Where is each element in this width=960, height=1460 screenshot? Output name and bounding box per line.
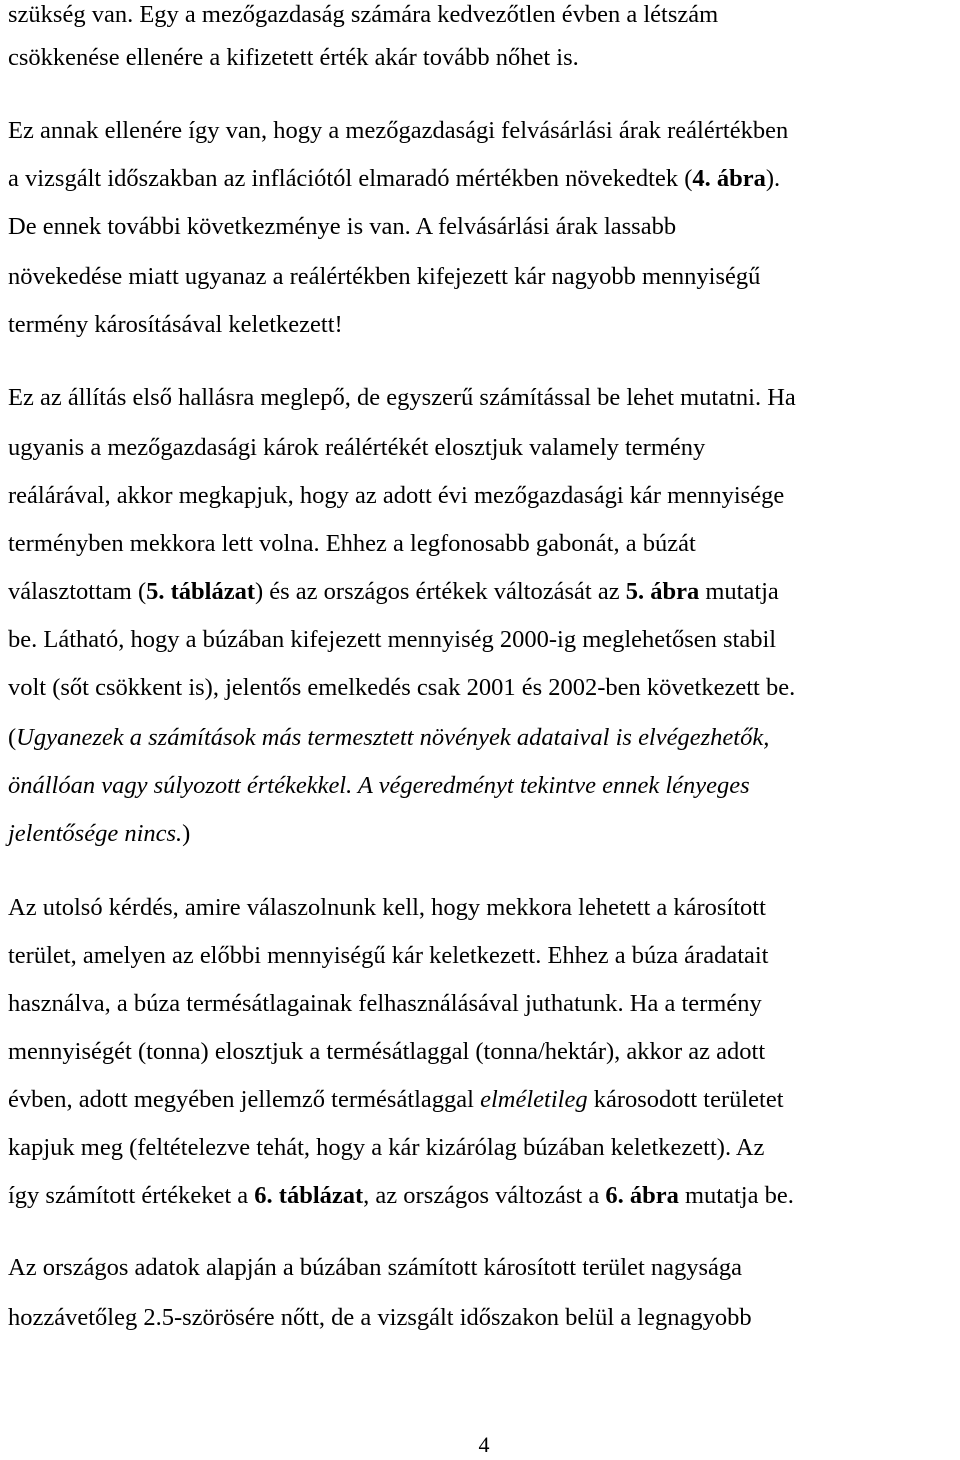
text-segment: ugyanis a mezőgazdasági károk reálértékét elosztjuk valamely termény — [8, 434, 706, 461]
text-line — [8, 433, 705, 463]
text-segment: szükség van. Egy a mezőgazdaság számára kedvezőtlen évben a létszám — [8, 1, 719, 28]
bold-reference: 6. ábra — [605, 1182, 679, 1209]
text-segment: ) és az országos értékek változását az — [254, 578, 626, 605]
text-segment: kapjuk meg (feltételezve tehát, hogy a kár kizárólag búzában keletkezett). Az — [8, 1134, 765, 1161]
italic-text: jelentősége nincs. — [8, 820, 183, 847]
text-segment: növekedése miatt ugyanaz a reálértékben kifejezett kár nagyobb mennyiségű — [8, 263, 761, 290]
text-line — [8, 893, 766, 923]
text-segment: reálárával, akkor megkapjuk, hogy az adott évi mezőgazdasági kár mennyisége — [8, 482, 785, 509]
bold-reference: 5. ábra — [625, 578, 700, 605]
text-segment: mutatja — [699, 578, 779, 605]
text-line — [8, 43, 579, 73]
text-segment: terményben mekkora lett volna. Ehhez a legfonosabb gabonát, a búzát — [8, 530, 696, 557]
text-segment: Ez az állítás első hallásra meglepő, de egyszerű számítással be lehet mutatni. Ha — [8, 384, 796, 411]
text-line — [8, 262, 760, 292]
bold-reference: 4. ábra — [692, 165, 766, 192]
text-segment: évben, adott megyében jellemző termésátlaggal — [8, 1086, 481, 1113]
text-segment: Az országos adatok alapján a búzában számított károsított terület nagysága — [8, 1254, 743, 1281]
text-segment: hozzávetőleg 2.5-szörösére nőtt, de a vizsgált időszakon belül a legnagyobb — [8, 1304, 752, 1331]
text-segment: Az utolsó kérdés, amire válaszolnunk kell, hogy mekkora lehetett a károsított — [8, 894, 766, 921]
text-segment: volt (sőt csökkent is), jelentős emelkedés csak 2001 és 2002-ben következett be. — [8, 674, 796, 701]
text-line — [8, 1037, 765, 1067]
text-segment: használva, a búza termésátlagainak felhasználásával juthatunk. Ha a termény — [8, 990, 762, 1017]
text-segment: mutatja be. — [678, 1182, 794, 1209]
text-segment: Ez annak ellenére így van, hogy a mezőgazdasági felvásárlási árak reálértékben — [8, 117, 789, 144]
text-segment: csökkenése ellenére a kifizetett érték akár tovább nőhet is. — [8, 44, 579, 71]
text-segment: választottam ( — [8, 578, 147, 605]
text-line — [8, 989, 762, 1019]
text-line — [8, 310, 343, 340]
text-line — [8, 625, 776, 655]
text-segment: így számított értékeket a — [8, 1182, 255, 1209]
italic-text: elméletileg — [480, 1086, 588, 1113]
bold-reference: 5. táblázat — [146, 578, 255, 605]
text-line — [8, 116, 788, 146]
text-line — [8, 673, 795, 703]
text-line — [8, 1133, 764, 1163]
text-segment: ( — [8, 724, 17, 751]
text-line — [8, 383, 796, 413]
page-number: 4 — [478, 1432, 490, 1457]
text-line — [8, 819, 190, 849]
text-segment: károsodott területet — [587, 1086, 784, 1113]
text-line — [8, 529, 696, 559]
italic-text: önállóan vagy súlyozott értékekkel. A végeredményt tekintve ennek lényeges — [8, 772, 750, 799]
text-segment: terület, amelyen az előbbi mennyiségű kár keletkezett. Ehhez a búza áradatait — [8, 942, 769, 969]
text-line — [8, 723, 769, 753]
bold-reference: 6. táblázat — [254, 1182, 364, 1209]
text-line — [8, 0, 718, 30]
text-line — [8, 1303, 752, 1333]
text-line — [8, 941, 769, 971]
text-line — [8, 1181, 794, 1211]
text-segment: , az országos változást a — [363, 1182, 606, 1209]
text-line — [8, 1085, 784, 1115]
text-segment: a vizsgált időszakban az inflációtól elmaradó mértékben növekedtek ( — [8, 165, 693, 192]
text-line — [8, 212, 676, 242]
text-segment: be. Látható, hogy a búzában kifejezett mennyiség 2000-ig meglehetősen stabil — [8, 626, 777, 653]
text-segment: De ennek további következménye is van. A felvásárlási árak lassabb — [8, 213, 677, 240]
text-segment: ) — [182, 820, 191, 847]
text-line — [8, 1253, 742, 1283]
text-line — [8, 164, 780, 194]
italic-text: Ugyanezek a számítások más termesztett növények adataival is elvégezhetők, — [16, 724, 770, 751]
text-segment: mennyiségét (tonna) elosztjuk a termésátlaggal (tonna/hektár), akkor az adott — [8, 1038, 766, 1065]
text-line — [8, 481, 784, 511]
text-segment: termény károsításával keletkezett! — [8, 311, 343, 338]
text-segment: ). — [765, 165, 781, 192]
text-line — [8, 577, 779, 607]
text-line — [8, 771, 750, 801]
